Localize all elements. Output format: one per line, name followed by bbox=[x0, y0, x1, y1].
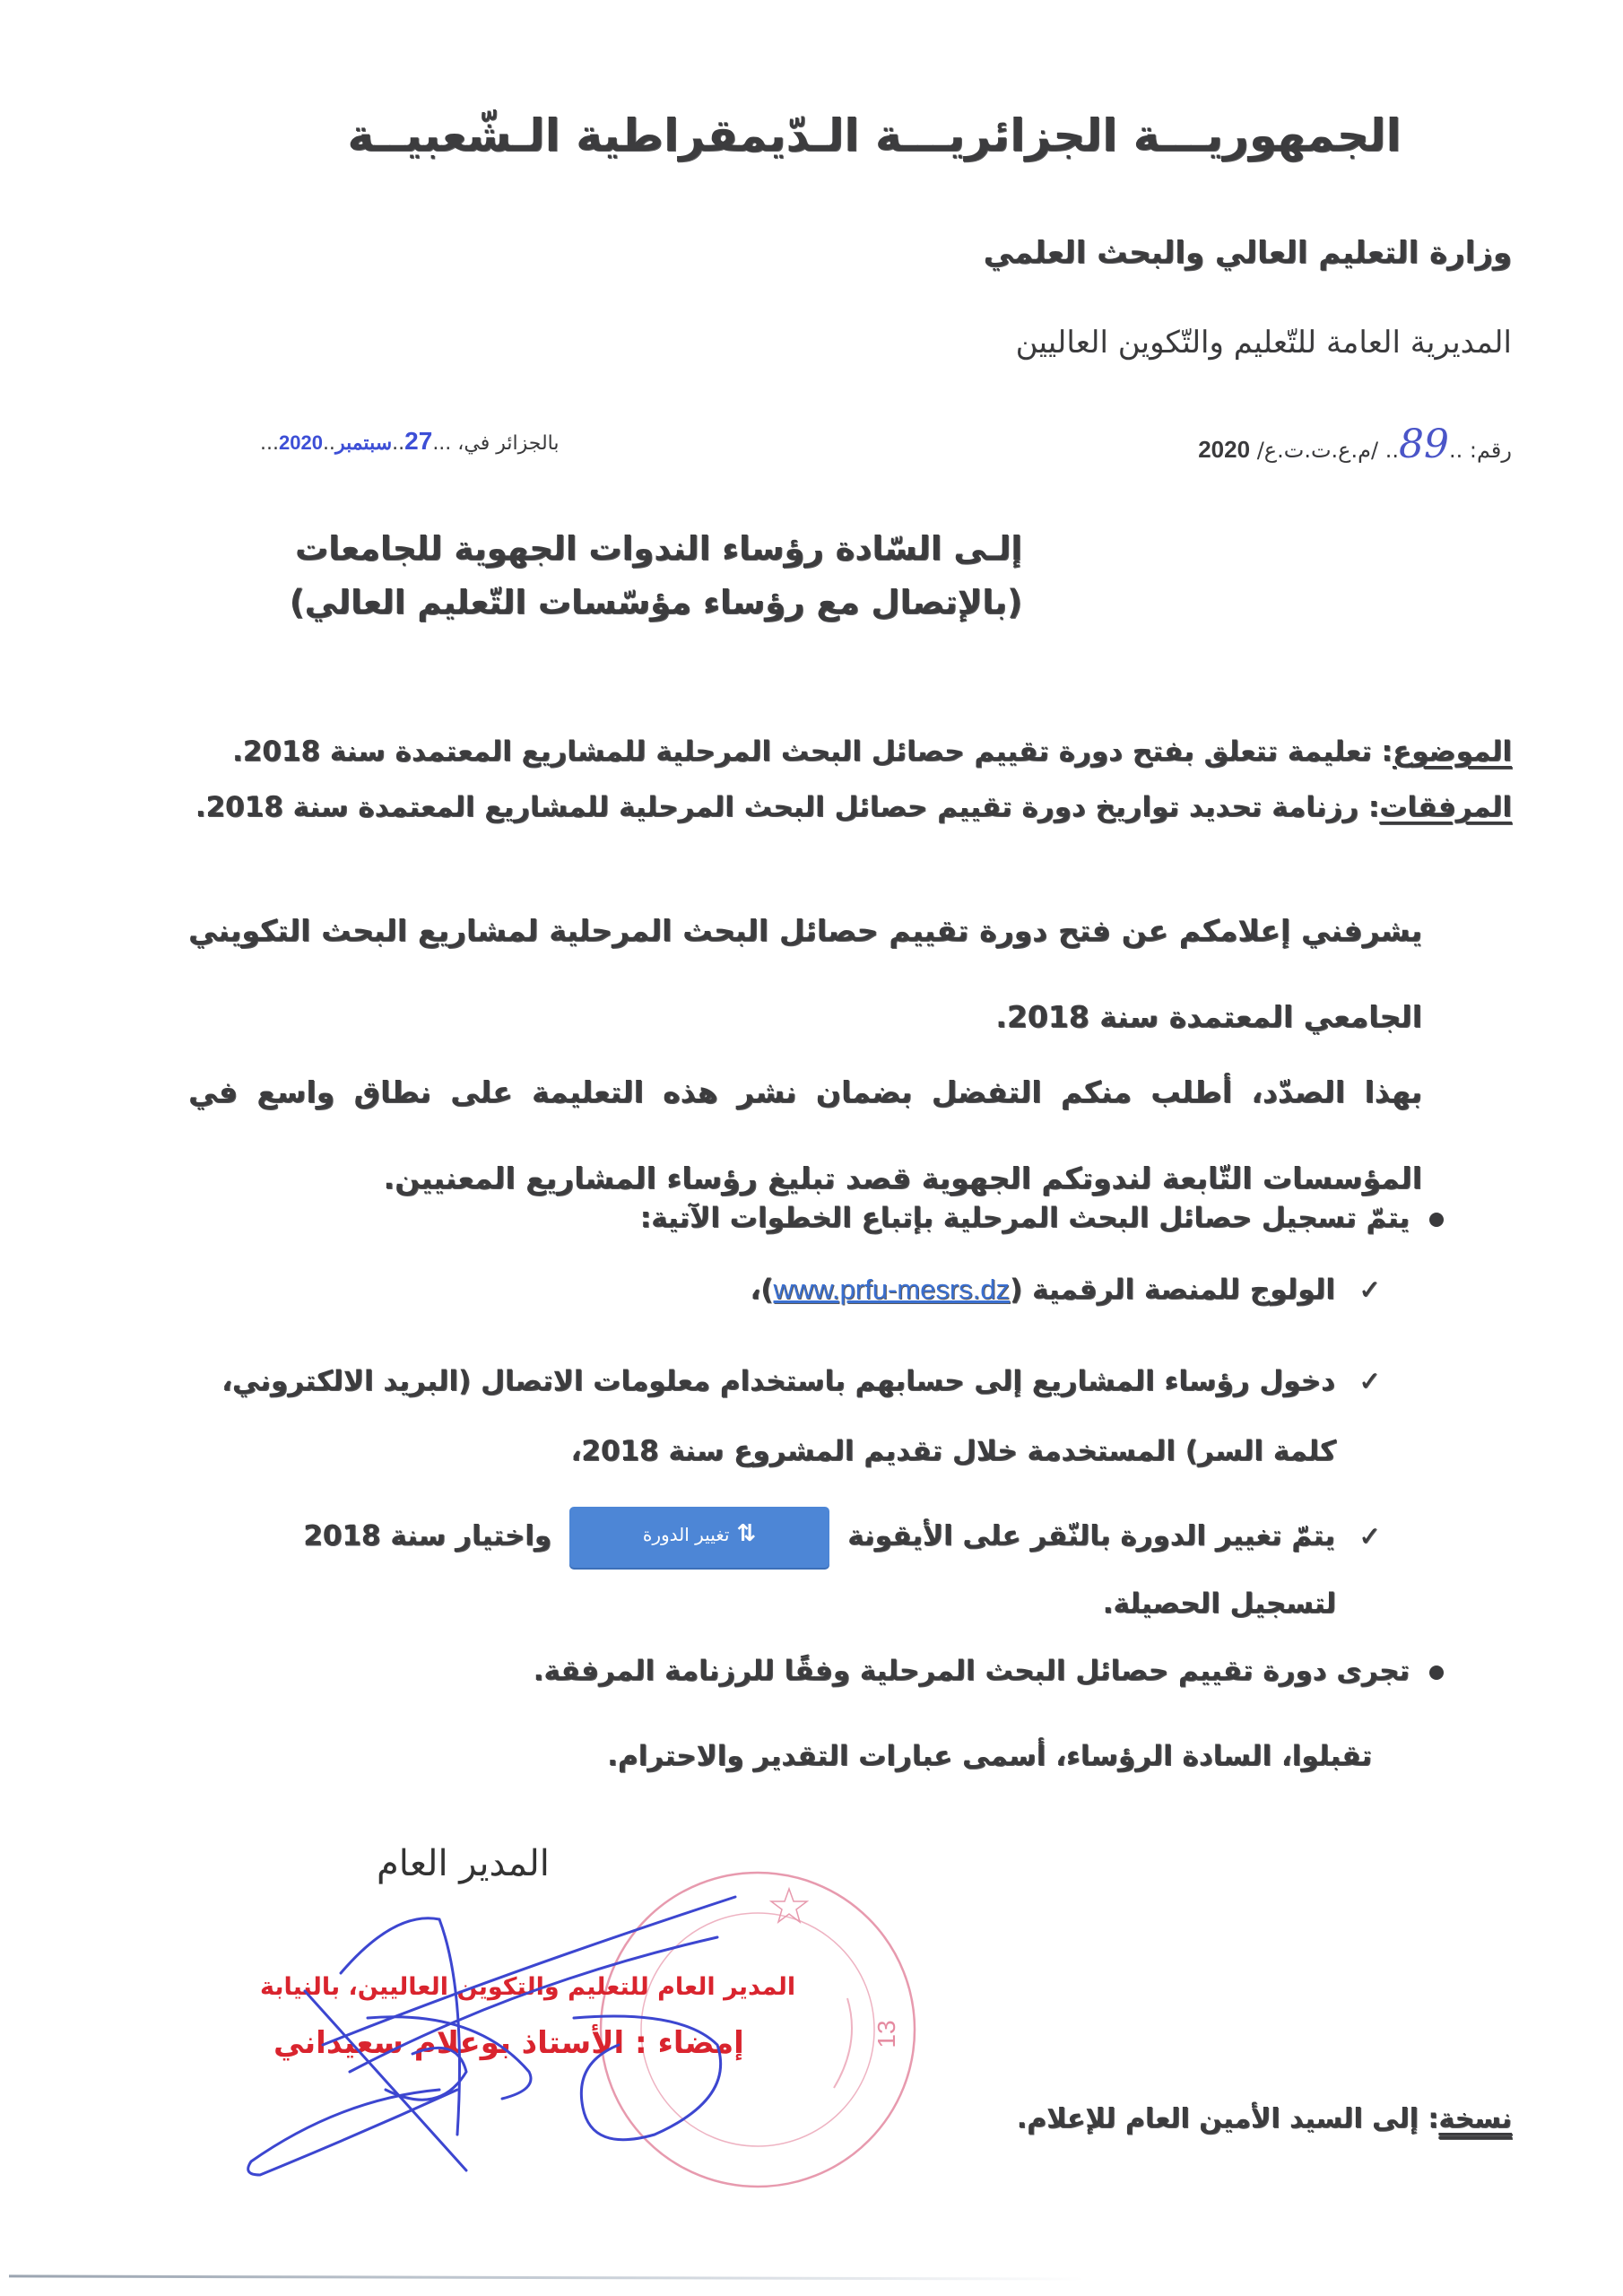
stamp-line-1: المدير العام للتعليم والتكوين العاليين، بالنيابة bbox=[260, 1973, 796, 2001]
bullet-dot-icon bbox=[1429, 1213, 1444, 1227]
bullet-dot-icon bbox=[1429, 1665, 1444, 1680]
sort-arrows-icon: ⇅ bbox=[736, 1520, 757, 1547]
reference-prefix: رقم: bbox=[1469, 438, 1512, 463]
republic-heading: الجمهوريـــة الجزائريـــة الـدّيمقراطية الـشّعبيــة bbox=[347, 109, 1402, 161]
attachments-line bbox=[195, 791, 1512, 823]
platform-link[interactable]: www.prfu-mesrs.dz bbox=[773, 1274, 1011, 1305]
step-text: الولوج للمنصة الرقمية ( bbox=[1010, 1274, 1335, 1306]
ministry-name: وزارة التعليم العالي والبحث العلمي bbox=[983, 235, 1512, 271]
check-mark-icon: ✓ bbox=[1358, 1520, 1381, 1552]
step-text-end: )، bbox=[750, 1274, 774, 1306]
stamp-line-2: إمضاء : الأستاذ بوعلام سعيداني bbox=[273, 2025, 744, 2061]
closing-salutation: تقبلوا، السادة الرؤساء، أسمى عبارات التقدير والاحترام. bbox=[607, 1740, 1372, 1772]
subject-text: : تعليمة تتعلق بفتح دورة تقييم حصائل البحث المرحلية للمشاريع المعتمدة سنة 2018. bbox=[231, 735, 1393, 768]
attachments-text: : رزنامة تحديد تواريخ دورة تقييم حصائل البحث المرحلية للمشاريع المعتمدة سنة 2018. bbox=[195, 791, 1380, 823]
recipient-block bbox=[290, 522, 1022, 630]
check-mark-icon: ✓ bbox=[1358, 1366, 1381, 1397]
step-item bbox=[221, 1365, 1381, 1397]
seal-crescent-icon bbox=[834, 1998, 852, 2088]
change-cycle-label: تغيير الدورة bbox=[642, 1524, 730, 1545]
subject-label: الموضوع bbox=[1392, 735, 1512, 768]
reference-year: 2020 bbox=[1198, 436, 1251, 463]
step-continuation: كلمة السر) المستخدمة خلال تقديم المشروع سنة 2018، bbox=[570, 1435, 1336, 1467]
subject-line bbox=[232, 735, 1512, 768]
bullet-item bbox=[640, 1202, 1444, 1234]
change-cycle-button[interactable] bbox=[569, 1507, 829, 1568]
attachments-label: المرفقات bbox=[1379, 791, 1512, 823]
step-continuation: لتسجيل الحصيلة. bbox=[1102, 1587, 1336, 1620]
signature-stroke bbox=[323, 1897, 735, 2045]
seal-star-icon bbox=[771, 1889, 807, 1922]
step-item bbox=[751, 1274, 1381, 1306]
signature-stroke bbox=[248, 2090, 457, 2175]
recipient-line-1: إلـى السّادة رؤساء الندوات الجهوية للجامعات bbox=[294, 529, 1022, 568]
step-text: يتمّ تغيير الدورة بالنّقر على الأيقونة bbox=[847, 1519, 1335, 1552]
date-line: بالجزائر في، ...27..سبتمبر..2020... bbox=[260, 427, 560, 455]
reference-handwritten-number: 89 bbox=[1398, 422, 1449, 467]
step-item bbox=[303, 1507, 1381, 1568]
date-year: 2020 bbox=[278, 431, 323, 454]
bullet-text: يتمّ تسجيل حصائل البحث المرحلية بإتباع الخطوات الآتية: bbox=[639, 1202, 1410, 1234]
directorate-name: المديرية العامة للتّعليم والتّكوين العاليين bbox=[1015, 325, 1512, 361]
seal-number: 13 bbox=[872, 2020, 900, 2048]
date-day: 27 bbox=[404, 427, 433, 455]
date-prefix: بالجزائر في، bbox=[457, 432, 560, 455]
reference-code: /م.ع.ت.ت.ع/ bbox=[1256, 438, 1379, 463]
step-text: دخول رؤساء المشاريع إلى حسابهم باستخدام معلومات الاتصال (البريد الالكتروني، bbox=[221, 1365, 1335, 1397]
copy-to-text: : إلى السيد الأمين العام للإعلام. bbox=[1016, 2103, 1439, 2135]
date-month: سبتمبر bbox=[334, 431, 393, 454]
check-mark-icon: ✓ bbox=[1358, 1274, 1381, 1306]
copy-to-label: نسخة bbox=[1438, 2103, 1512, 2135]
bullet-item bbox=[534, 1655, 1444, 1687]
body-paragraph-1: يشرفني إعلامكم عن فتح دورة تقييم حصائل البحث المرحلية لمشاريع البحث التكويني الجامعي المعتمدة سنة 2018. bbox=[188, 913, 1422, 1034]
scan-edge-artifact bbox=[9, 2274, 1085, 2280]
copy-to-line bbox=[1017, 2103, 1512, 2135]
body-paragraph-2: بهذا الصدّد، أطلب منكم التفضل بضمان نشر هذه التعليمة على نطاق واسع في المؤسسات التّابعة لندوتكم الجهوية قصد تبليغ رؤساء المشاريع المعنيين. bbox=[188, 1074, 1422, 1196]
step-text-after: واختيار سنة 2018 bbox=[303, 1519, 552, 1552]
bullet-text: تجرى دورة تقييم حصائل البحث المرحلية وفقًا للرزنامة المرفقة. bbox=[533, 1655, 1410, 1687]
reference-number: رقم: ..89.. /م.ع.ت.ت.ع/ 2020 bbox=[1198, 422, 1512, 467]
recipient-line-2: (بالإتصال مع رؤساء مؤسّسات التّعليم العالي) bbox=[289, 583, 1022, 622]
signer-title: المدير العام bbox=[377, 1843, 550, 1884]
signature-stroke bbox=[305, 1991, 466, 2170]
